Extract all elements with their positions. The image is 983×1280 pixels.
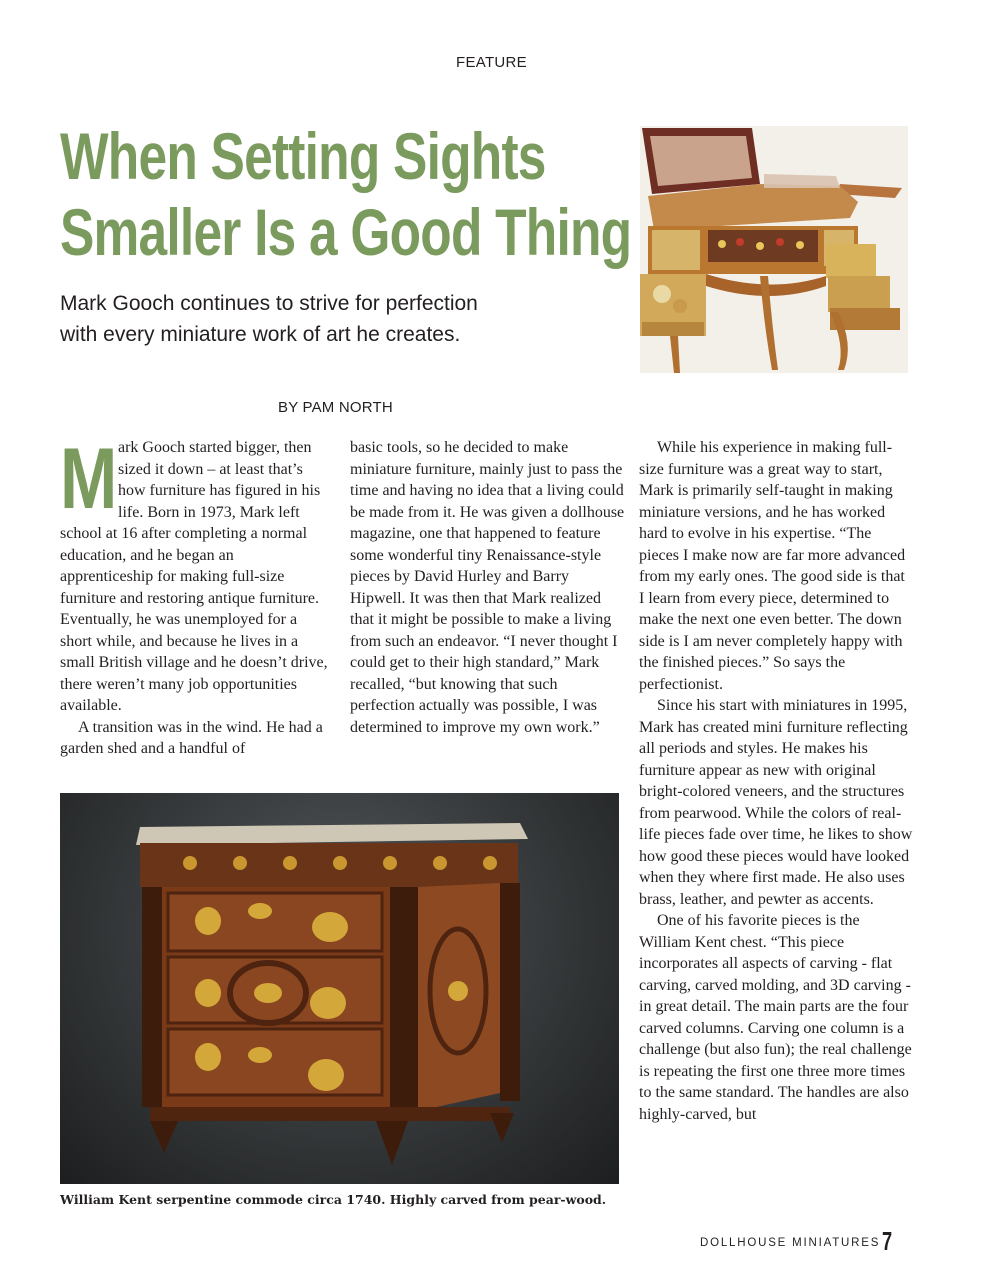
article-subtitle [60,288,580,350]
paragraph-text: ark Gooch started bigger, then sized it down – at least that’s how furniture has figured in his life. Born in 1973, Mark left school at 16 after completing a normal education, and he began an apprenticeship for making full-size furniture and restoring antique furniture. Eventually, he was unemployed for a short while, and because he lives in a small British village and he doesn’t drive, there weren’t many job opportunities available. [60,439,328,714]
article-column-3 [639,437,914,1125]
title-line-1: When Setting Sights [60,119,546,193]
article-title [60,118,632,270]
paragraph: basic tools, so he decided to make miniature furniture, mainly just to pass the time and having no idea that a living could be made from it. He was given a dollhouse magazine, one that happened to feature some wonderful tiny Renaissance-style pieces by David Hurley and Barry Hipwell. It was then that Mark realized that it might be possible to make a living from such an endeavor. “I never thought I could get to their high standard,” Mark recalled, “but knowing that such perfection actually was possible, I was determined to improve my own work.” [350,439,625,736]
section-label: FEATURE [456,54,527,71]
paragraph: While his experience in making full-size furniture was a great way to start, Mark is primarily self-taught in making miniature versions, and he has worked hard to evolve in his expertise. “The pieces I make now are far more advanced from my early ones. The good side is that I learn from every piece, determined to make the next one even better. The down side is I am never completely happy with the finished pieces.” So says the perfectionist. [639,439,906,693]
article-column-1 [60,431,330,760]
title-line-2: Smaller Is a Good Thing [60,195,632,269]
dressing-table-photo [640,126,908,373]
paragraph [60,431,330,717]
byline: BY PAM NORTH [278,399,393,416]
commode-photo [60,793,619,1184]
paragraph: Since his start with miniatures in 1995, Mark has created mini furniture reflecting all periods and styles. He makes his furniture appear as new with original bright-colored veneers, and the structures from pearwood. While the colors of real-life pieces fade over time, he likes to show how good these pieces would have looked when they where first made. He also uses brass, leather, and pewter as accents. [639,697,913,908]
photo-caption: William Kent serpentine commode circa 1740. Highly carved from pear-wood. [60,1192,607,1207]
subtitle-line-1: Mark Gooch continues to strive for perfection [60,292,478,315]
subtitle-line-2: with every miniature work of art he creates. [60,323,461,346]
page-number: 7 [882,1226,893,1256]
paragraph: A transition was in the wind. He had a garden shed and a handful of [60,718,323,757]
drop-cap: M [60,431,118,527]
magazine-name: DOLLHOUSE MINIATURES [700,1237,881,1249]
article-column-2 [350,437,625,738]
paragraph: One of his favorite pieces is the William Kent chest. “This piece incorporates all aspects of carving - flat carving, carved molding, and 3D carving - in great detail. The main parts are the four carved columns. Carving one column is a challenge (but also fun); the real challenge is repeating the first one three more times to the same standard. The handles are also highly-carved, but [639,912,912,1123]
